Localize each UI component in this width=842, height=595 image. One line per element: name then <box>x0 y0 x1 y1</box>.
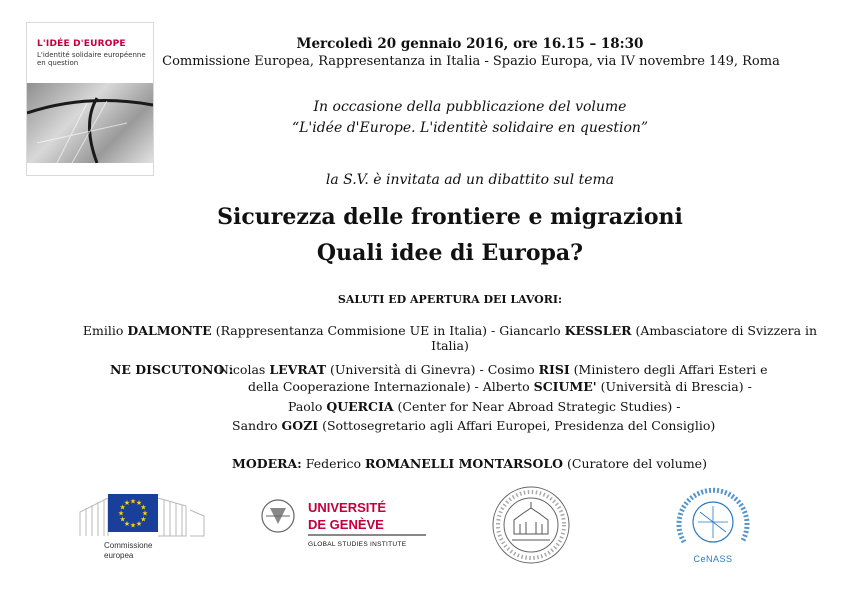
universite-de-geneve-logo <box>260 494 428 554</box>
eu-star-icon: ★ <box>140 515 147 524</box>
discussants-line2 <box>248 379 752 394</box>
greetings-line <box>80 323 820 353</box>
cenass-name: CeNASS <box>693 554 733 564</box>
discussants-line1 <box>218 362 767 377</box>
greeter1-role: (Rappresentanza Commisione UE in Italia) - Giancarlo <box>211 323 565 338</box>
moderator-label: MODERA: <box>232 456 302 471</box>
unige-line3: GLOBAL STUDIES INSTITUTE <box>308 541 407 548</box>
european-commission-logo <box>78 488 206 564</box>
text: (Università di Brescia) - <box>596 379 752 394</box>
text: Nicolas <box>218 362 270 377</box>
text: Paolo <box>288 399 327 414</box>
book-title: “L'idée d'Europe. L'identitè solidaire en question” <box>291 120 649 136</box>
invitation-text: la S.V. è invitata ad un dibattito sul tema <box>325 172 615 188</box>
greetings-heading: SALUTI ED APERTURA DEI LAVORI: <box>337 293 563 306</box>
speaker-last-name: QUERCIA <box>326 399 394 414</box>
unige-line1: UNIVERSITÉ <box>308 500 387 515</box>
eu-star-icon: ★ <box>140 503 147 512</box>
speaker-last-name: SCIUME' <box>533 379 597 394</box>
greeter2-role: (Ambasciatore di Svizzera in Italia) <box>431 323 818 353</box>
eu-star-icon: ★ <box>129 521 137 530</box>
discussants-line4 <box>232 418 715 433</box>
text: (Ministero degli Affari Esteri e <box>569 362 768 377</box>
eu-label-line1: Commissione <box>104 541 153 550</box>
eu-star-icon: ★ <box>119 515 126 524</box>
occasion-text: In occasione della pubblicazione del volume <box>313 99 627 115</box>
unige-line2: DE GENÈVE <box>308 517 384 532</box>
eu-star-icon: ★ <box>135 499 143 508</box>
text: (Università di Ginevra) - Cosimo <box>326 362 539 377</box>
text: (Sottosegretario agli Affari Europei, Presidenza del Consiglio) <box>318 418 716 433</box>
greeter2-last: KESSLER <box>564 323 632 338</box>
event-venue: Commissione Europea, Rappresentanza in Italia - Spazio Europa, via IV novembre 149, Roma <box>162 54 780 69</box>
eu-star-icon: ★ <box>135 519 143 528</box>
eu-star-icon: ★ <box>141 509 149 518</box>
eu-label-line2: europea <box>104 551 134 560</box>
eu-star-icon: ★ <box>117 509 125 518</box>
cover-photo <box>27 83 153 163</box>
eu-star-icon: ★ <box>123 519 131 528</box>
cover-subtitle: L'identité solidaire européenne en question <box>37 51 146 67</box>
eu-star-icon: ★ <box>129 497 137 506</box>
cover-photo-graphic <box>27 83 153 163</box>
moderator-last-name: ROMANELLI MONTARSOLO <box>365 456 564 471</box>
speaker-last-name: RISI <box>538 362 570 377</box>
cenass-logo <box>670 482 756 568</box>
universita-di-brescia-seal <box>490 484 572 566</box>
event-date: Mercoledì 20 gennaio 2016, ore 16.15 – 18:30 <box>296 36 644 52</box>
discussants-line3 <box>288 399 681 414</box>
greeter1-last: DALMONTE <box>127 323 212 338</box>
book-cover-image <box>26 22 154 176</box>
speaker-last-name: GOZI <box>281 418 319 433</box>
greeter1-first: Emilio <box>82 323 128 338</box>
cover-title: L'IDÉE D'EUROPE <box>37 39 126 49</box>
text: Sandro <box>232 418 282 433</box>
moderator-line <box>232 456 707 471</box>
text: della Cooperazione Internazionale) - Alberto <box>248 379 534 394</box>
debate-title-line1: Sicurezza delle frontiere e migrazioni <box>217 204 683 230</box>
eu-star-icon: ★ <box>119 503 126 512</box>
speaker-last-name: LEVRAT <box>269 362 327 377</box>
text: Federico <box>301 456 366 471</box>
text: (Center for Near Abroad Strategic Studies) - <box>393 399 681 414</box>
discussants-label: NE DISCUTONO : <box>110 362 234 377</box>
eu-star-icon: ★ <box>123 499 131 508</box>
text: (Curatore del volume) <box>563 456 707 471</box>
debate-title-line2: Quali idee di Europa? <box>316 240 584 266</box>
